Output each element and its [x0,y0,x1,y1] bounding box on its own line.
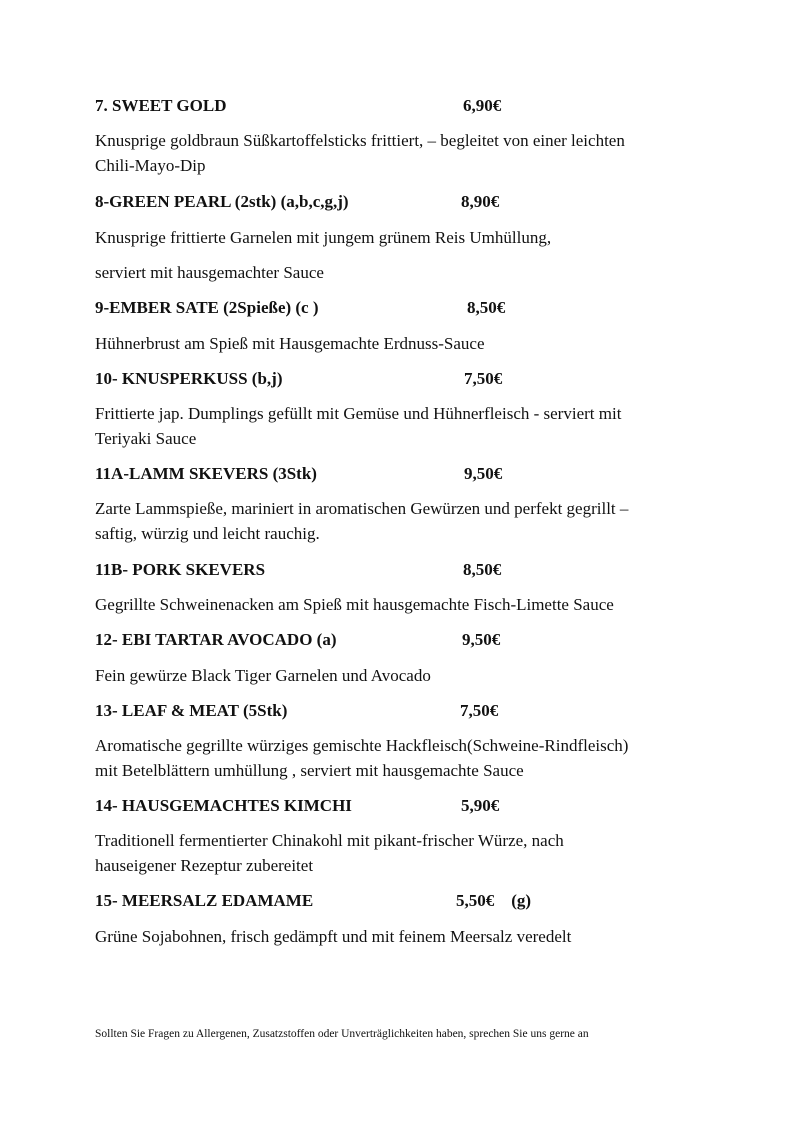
item-price: 9,50€ [464,464,503,483]
item-description: serviert mit hausgemachter Sauce [95,263,324,282]
item-description: Grüne Sojabohnen, frisch gedämpft und mit feinem Meersalz veredelt [95,927,572,946]
item-description: Aromatische gegrillte würziges gemischte Hackfleisch(Schweine-Rindfleisch) [95,736,629,755]
item-title: 7. SWEET GOLD [95,96,227,115]
item-price: 7,50€ [464,369,503,388]
item-description: hauseigener Rezeptur zubereitet [95,856,314,875]
item-price: 8,50€ [467,298,506,317]
item-title: 11B- PORK SKEVERS [95,560,266,579]
item-description: Frittierte jap. Dumplings gefüllt mit Gemüse und Hühnerfleisch - serviert mit [95,404,622,423]
item-title: 10- KNUSPERKUSS (b,j) [95,369,283,388]
item-title: 15- MEERSALZ EDAMAME [95,891,314,910]
item-title: 12- EBI TARTAR AVOCADO (a) [95,630,337,649]
item-price: 8,90€ [461,192,500,211]
item-price: 6,90€ [463,96,502,115]
item-title: 13- LEAF & MEAT (5Stk) [95,701,288,720]
item-description: Gegrillte Schweinenacken am Spieß mit hausgemachte Fisch-Limette Sauce [95,595,614,614]
allergen-footer-note: Sollten Sie Fragen zu Allergenen, Zusatzstoffen oder Unverträglichkeiten haben, sprechen Sie uns gerne an [95,1028,589,1040]
item-description: Knusprige goldbraun Süßkartoffelsticks frittiert, – begleitet von einer leichten [95,131,625,150]
item-description: Chili-Mayo-Dip [95,156,206,175]
item-price: 5,90€ [461,796,500,815]
item-description: Knusprige frittierte Garnelen mit jungem grünem Reis Umhüllung, [95,228,552,247]
item-description: saftig, würzig und leicht rauchig. [95,524,320,543]
item-price: 5,50€ (g) [456,891,532,910]
item-title: 8-GREEN PEARL (2stk) (a,b,c,g,j) [95,192,349,211]
item-description: Fein gewürze Black Tiger Garnelen und Avocado [95,666,431,685]
item-price: 8,50€ [463,560,502,579]
item-title: 9-EMBER SATE (2Spieße) (c ) [95,298,319,317]
item-description: Traditionell fermentierter Chinakohl mit pikant-frischer Würze, nach [95,831,564,850]
item-description: Teriyaki Sauce [95,429,197,448]
item-title: 11A-LAMM SKEVERS (3Stk) [95,464,317,483]
item-description: Hühnerbrust am Spieß mit Hausgemachte Erdnuss-Sauce [95,334,485,353]
item-price: 7,50€ [460,701,499,720]
item-description: mit Betelblättern umhüllung , serviert mit hausgemachte Sauce [95,761,524,780]
item-price: 9,50€ [462,630,501,649]
item-title: 14- HAUSGEMACHTES KIMCHI [95,796,352,815]
item-description: Zarte Lammspieße, mariniert in aromatischen Gewürzen und perfekt gegrillt – [95,499,629,518]
